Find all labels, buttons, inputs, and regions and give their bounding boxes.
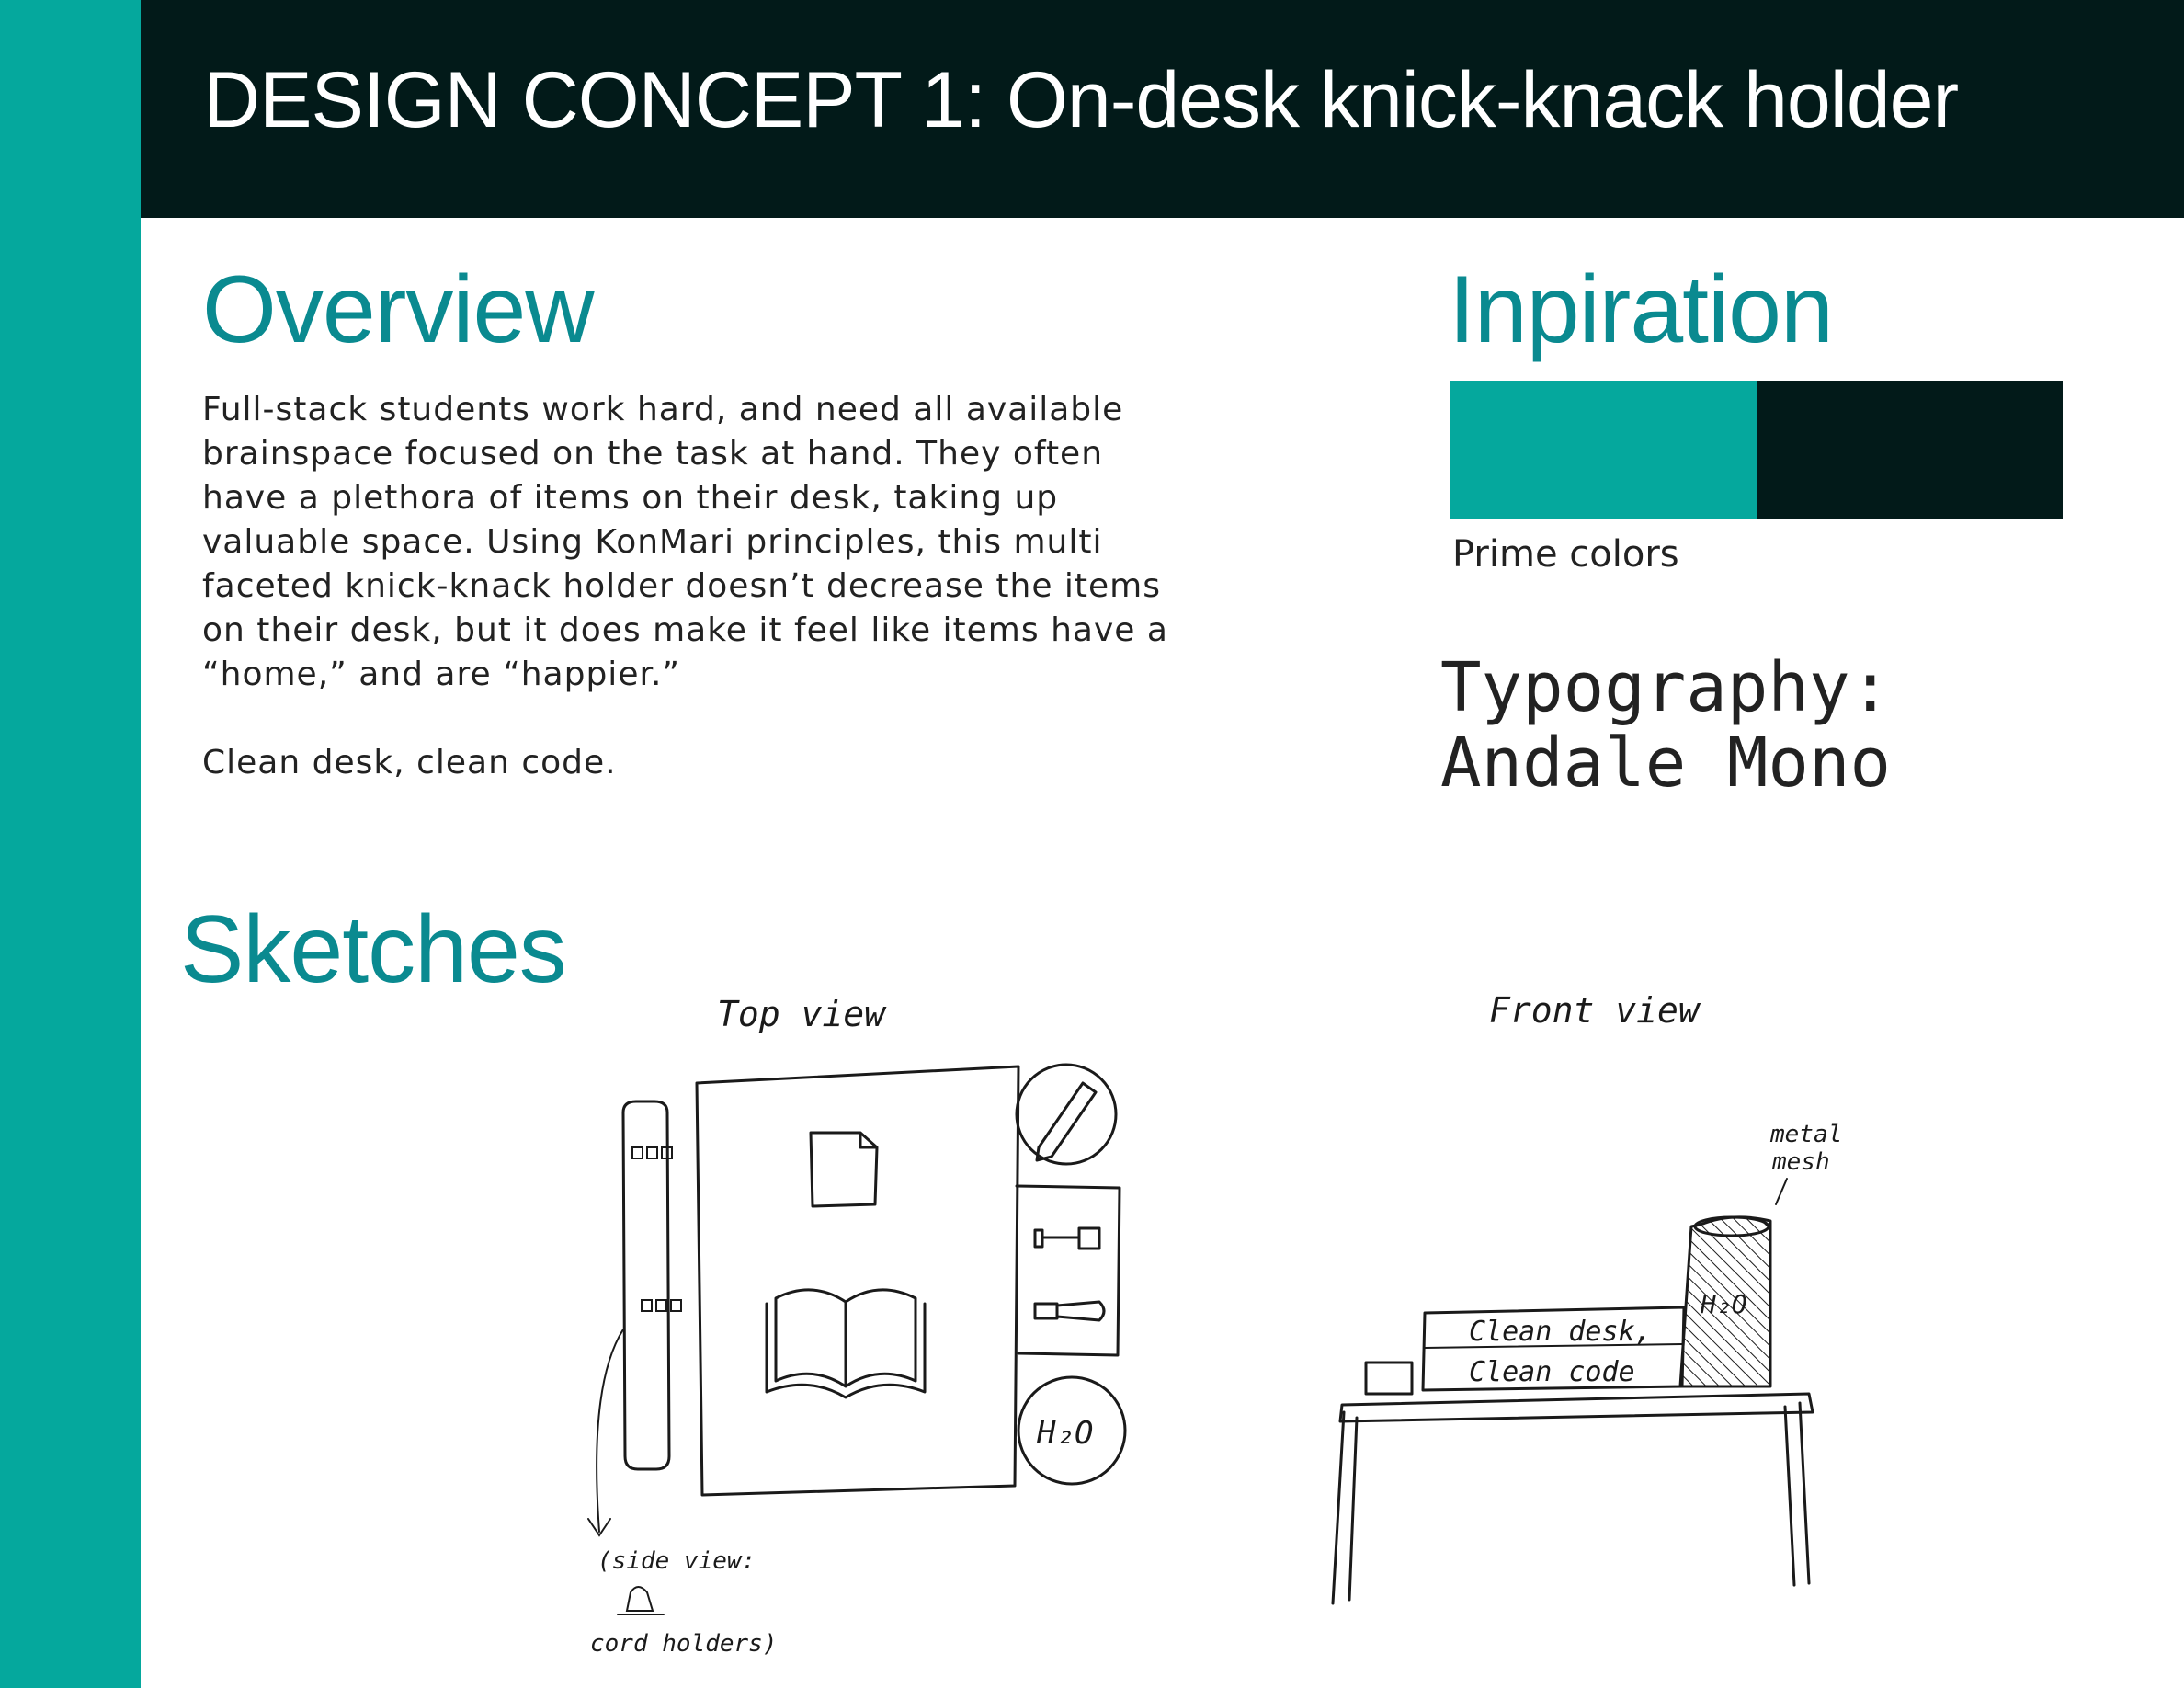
main-tray — [697, 1066, 1018, 1495]
side-view-note: (side view: — [597, 1547, 756, 1575]
top-view-drawing — [579, 971, 1158, 1670]
sign-line-1: Clean desk, — [1469, 1316, 1652, 1348]
overview-heading: Overview — [202, 257, 594, 363]
color-swatches — [1450, 381, 2063, 519]
typography-label: Typography: — [1440, 648, 1892, 727]
secondary-color-swatch — [1757, 381, 2063, 519]
typography-font-name: Andale Mono — [1440, 724, 1892, 803]
small-mesh-block — [1366, 1363, 1412, 1394]
desk-top — [1340, 1394, 1813, 1421]
paper-icon — [811, 1133, 877, 1206]
sketches-heading: Sketches — [180, 896, 566, 1003]
mesh-pointer — [1776, 1179, 1787, 1204]
sign-line-2: Clean code — [1469, 1356, 1635, 1388]
side-note-arrow — [588, 1329, 623, 1535]
cord-clips-bottom — [642, 1300, 681, 1311]
usb-icon — [1035, 1302, 1104, 1320]
mesh-label-line1: metal — [1770, 1121, 1843, 1148]
front-view-drawing — [1316, 971, 1860, 1614]
front-view-title: Front view — [1489, 990, 1700, 1031]
overview-tagline: Clean desk, clean code. — [202, 744, 617, 781]
bottle-label: H₂O — [1037, 1415, 1094, 1452]
inspiration-heading: Inpiration — [1449, 257, 1833, 363]
tool-tray — [1017, 1186, 1120, 1355]
overview-paragraph: Full-stack students work hard, and need all available brainspace focused on the task at hand. They often have a plethora of items on their desk, taking up valuable space. Using KonMari principles, this multi faceted knick-knack holder doesn’t decrease the items on their desk, but it does make it feel like items have a “home,” and are “happier.” — [202, 391, 1168, 693]
desk-legs — [1333, 1403, 1809, 1603]
colors-caption: Prime colors — [1452, 533, 1679, 576]
pencil-icon — [1037, 1083, 1096, 1160]
cord-holder-icon — [618, 1587, 664, 1614]
top-view-title: Top view — [717, 994, 886, 1034]
accent-sidebar — [0, 0, 141, 1688]
cord-holders-note: cord holders) — [590, 1630, 778, 1658]
wrench-icon — [1035, 1228, 1099, 1249]
front-view-sketch — [1316, 971, 1860, 1614]
mesh-bottle-label: H₂O — [1701, 1289, 1747, 1319]
page-title: DESIGN CONCEPT 1: On-desk knick-knack holder — [203, 56, 1959, 144]
cord-clips-top — [632, 1147, 672, 1158]
pencil-holder — [1017, 1065, 1116, 1164]
title-banner — [141, 0, 2184, 218]
top-view-sketch — [579, 971, 1158, 1670]
book-icon — [767, 1290, 925, 1397]
primary-color-swatch — [1450, 381, 1757, 519]
mesh-label-line2: mesh — [1772, 1148, 1830, 1176]
overview-text — [202, 388, 1195, 829]
